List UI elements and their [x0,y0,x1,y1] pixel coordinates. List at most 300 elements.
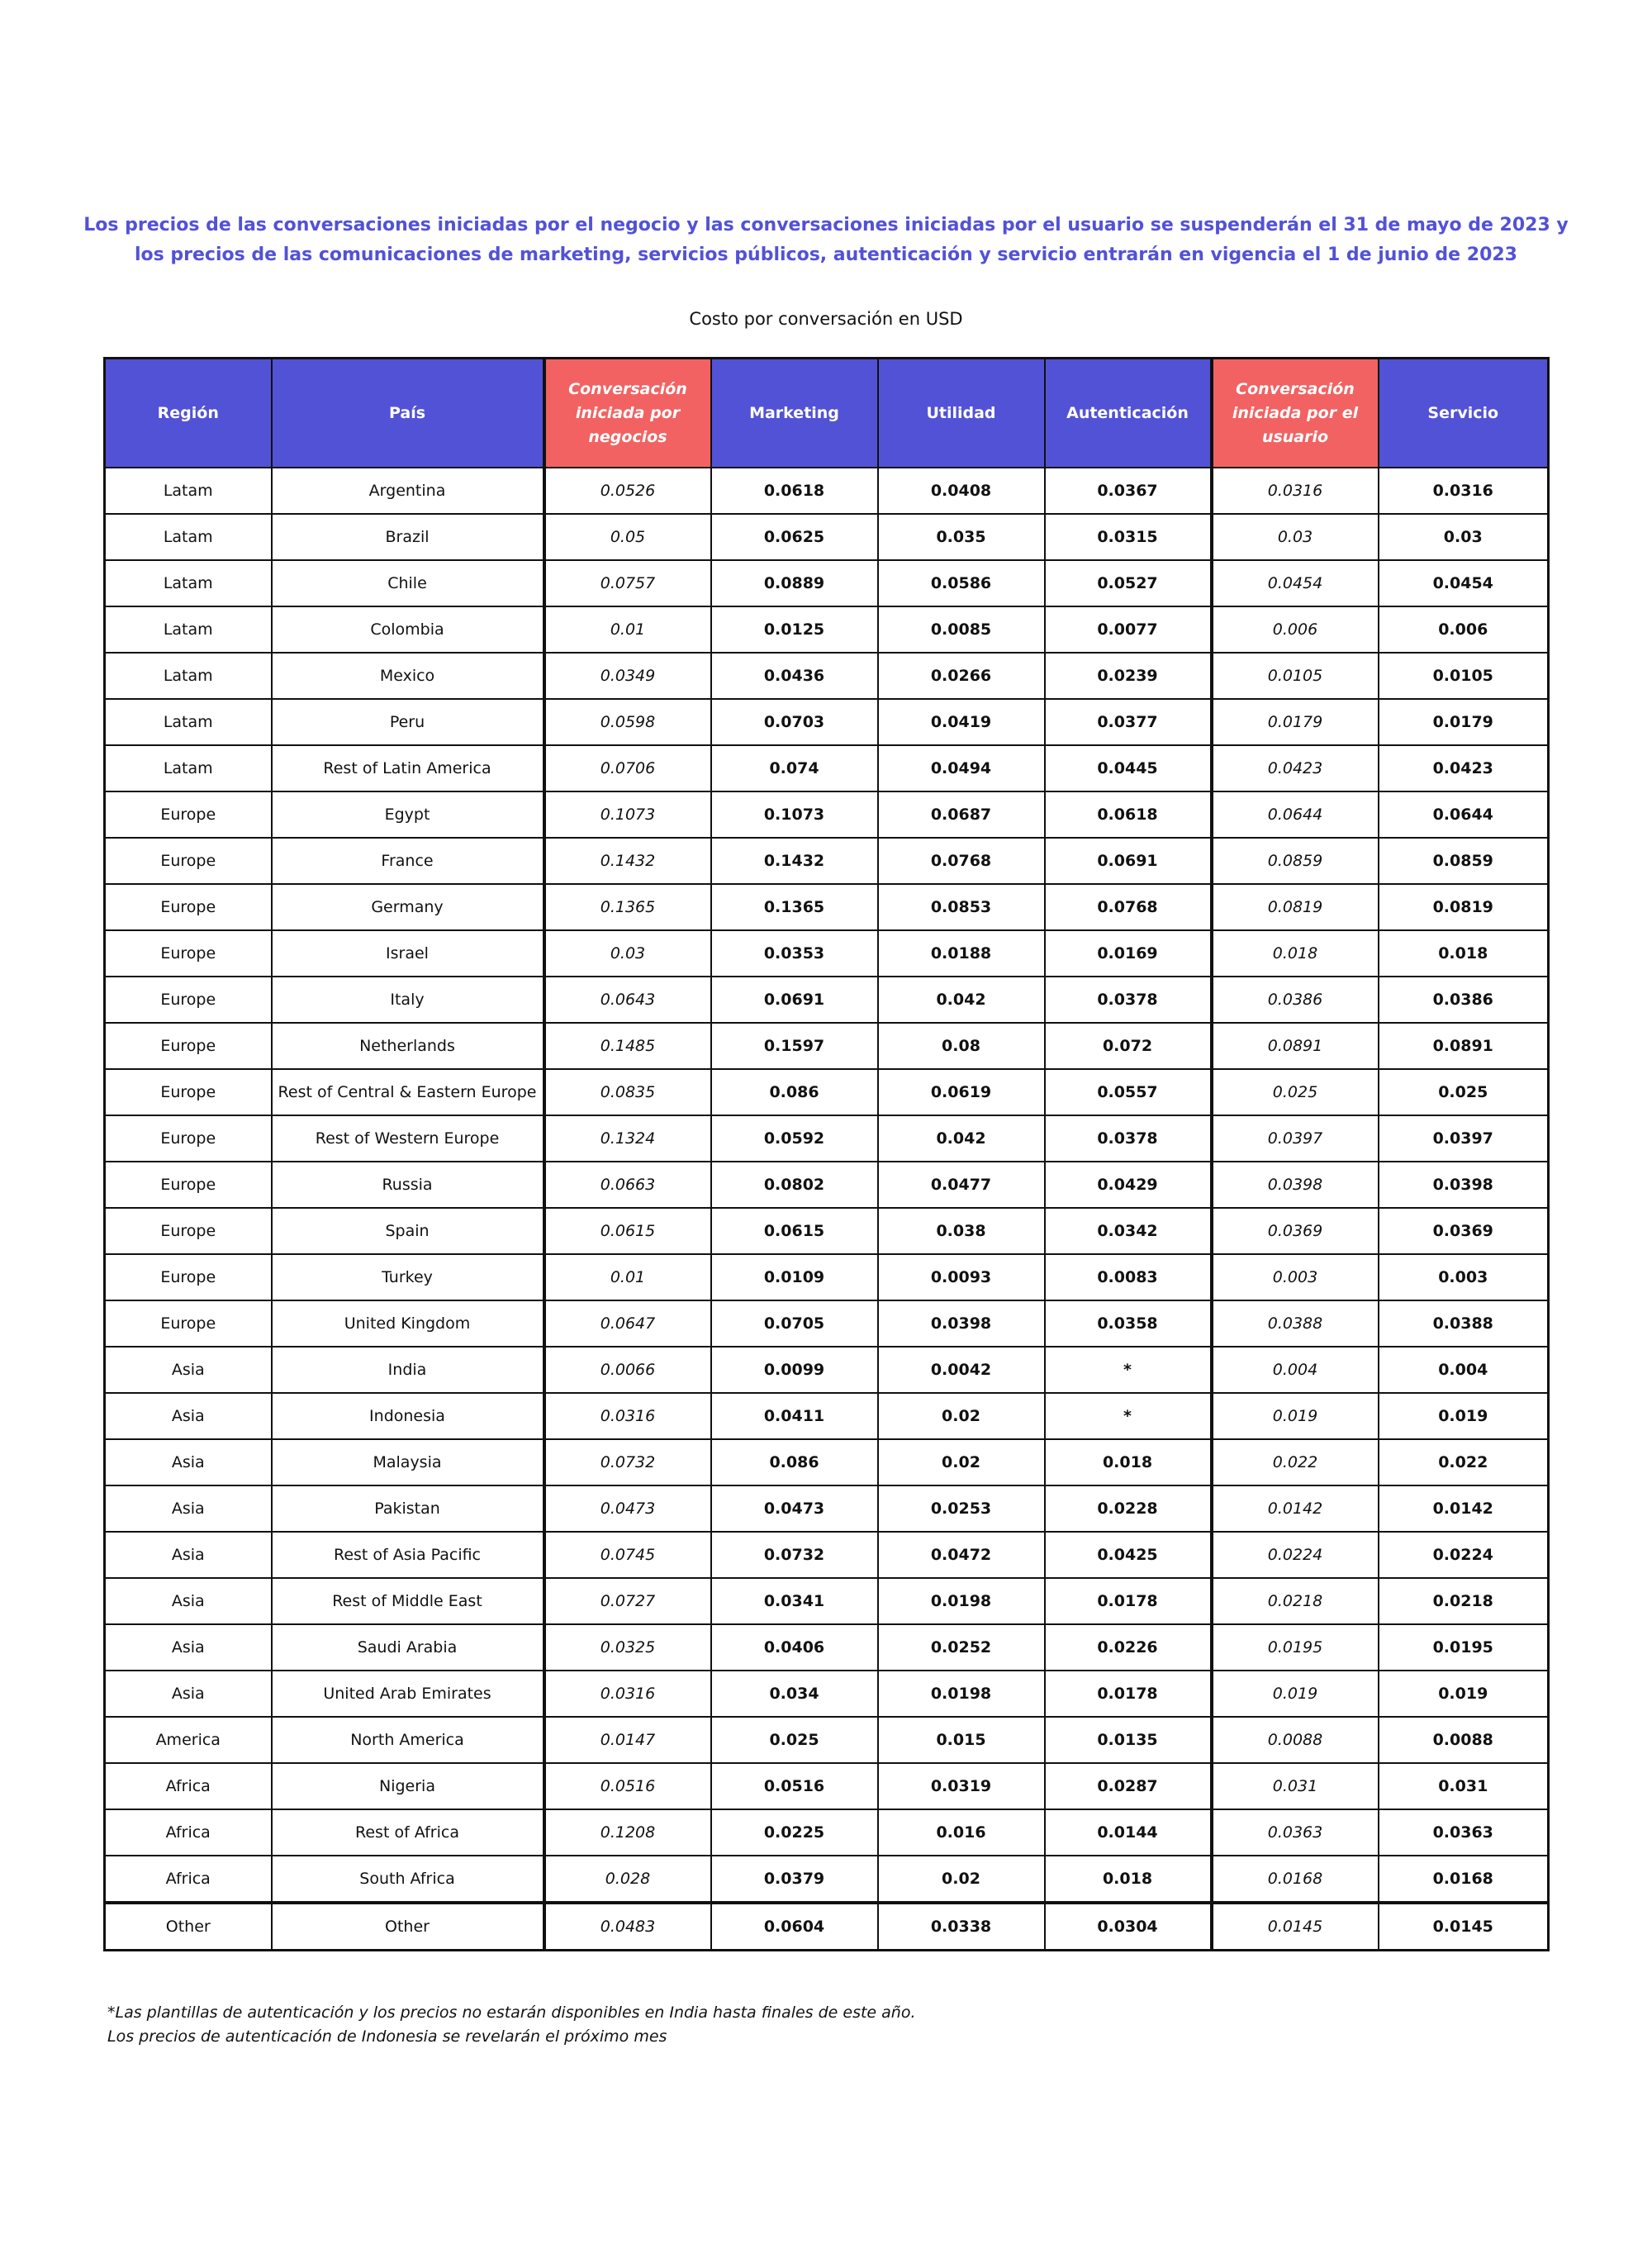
country-cell: South Africa [272,1856,544,1903]
business-initiated-cell: 0.0663 [544,1162,711,1208]
business-initiated-cell: 0.0615 [544,1208,711,1254]
marketing-cell: 0.0889 [711,560,878,606]
service-cell: 0.0088 [1379,1717,1549,1763]
region-cell: Latam [105,653,272,699]
utility-cell: 0.0419 [878,699,1045,745]
region-cell: Europe [105,1208,272,1254]
country-cell: Rest of Latin America [272,745,544,791]
user-initiated-cell: 0.0454 [1212,560,1379,606]
user-initiated-cell: 0.0644 [1212,791,1379,838]
business-initiated-cell: 0.01 [544,1254,711,1300]
country-cell: Rest of Africa [272,1809,544,1856]
table-row [105,560,1549,606]
region-cell: Europe [105,1023,272,1069]
business-initiated-cell: 0.0732 [544,1439,711,1485]
utility-cell: 0.0338 [878,1903,1045,1951]
authentication-cell: 0.0367 [1045,468,1212,514]
marketing-cell: 0.0353 [711,930,878,977]
authentication-cell: 0.0342 [1045,1208,1212,1254]
region-cell: Asia [105,1393,272,1439]
business-initiated-cell: 0.0835 [544,1069,711,1115]
utility-cell: 0.0398 [878,1300,1045,1347]
utility-cell: 0.042 [878,977,1045,1023]
service-cell: 0.0398 [1379,1162,1549,1208]
utility-cell: 0.0253 [878,1485,1045,1532]
country-cell: Nigeria [272,1763,544,1809]
country-cell: Brazil [272,514,544,560]
table-row [105,977,1549,1023]
country-cell: Pakistan [272,1485,544,1532]
user-initiated-cell: 0.0386 [1212,977,1379,1023]
business-initiated-cell: 0.1432 [544,838,711,884]
business-initiated-cell: 0.1208 [544,1809,711,1856]
table-row [105,1300,1549,1347]
table-row [105,1856,1549,1903]
country-cell: Italy [272,977,544,1023]
user-initiated-cell: 0.0145 [1212,1903,1379,1951]
marketing-cell: 0.086 [711,1069,878,1115]
table-row [105,1069,1549,1115]
user-initiated-cell: 0.0218 [1212,1578,1379,1624]
user-initiated-cell: 0.018 [1212,930,1379,977]
footnote-indonesia: Los precios de autenticación de Indonesia se revelarán el próximo mes [107,2027,667,2046]
business-initiated-cell: 0.0745 [544,1532,711,1578]
authentication-cell: 0.0304 [1045,1903,1212,1951]
table-header-row [105,359,1549,468]
region-cell: America [105,1717,272,1763]
marketing-cell: 0.0604 [711,1903,878,1951]
business-initiated-cell: 0.03 [544,930,711,977]
service-cell: 0.0145 [1379,1903,1549,1951]
service-cell: 0.018 [1379,930,1549,977]
region-cell: Asia [105,1624,272,1671]
region-cell: Latam [105,745,272,791]
country-cell: Rest of Asia Pacific [272,1532,544,1578]
table-row [105,1162,1549,1208]
table-row [105,1439,1549,1485]
user-initiated-cell: 0.0859 [1212,838,1379,884]
table-row [105,884,1549,930]
utility-cell: 0.035 [878,514,1045,560]
table-row [105,838,1549,884]
utility-cell: 0.0188 [878,930,1045,977]
authentication-cell: 0.072 [1045,1023,1212,1069]
service-cell: 0.0644 [1379,791,1549,838]
utility-cell: 0.0687 [878,791,1045,838]
business-initiated-cell: 0.0316 [544,1671,711,1717]
utility-cell: 0.02 [878,1393,1045,1439]
authentication-cell: 0.0425 [1045,1532,1212,1578]
utility-cell: 0.0408 [878,468,1045,514]
country-cell: Rest of Western Europe [272,1115,544,1162]
utility-cell: 0.0252 [878,1624,1045,1671]
footnote-india: *Las plantillas de autenticación y los precios no estarán disponibles en India hasta finales de este año. [107,2003,916,2022]
authentication-cell: 0.0429 [1045,1162,1212,1208]
table-row [105,1254,1549,1300]
marketing-cell: 0.0436 [711,653,878,699]
user-initiated-cell: 0.022 [1212,1439,1379,1485]
business-initiated-cell: 0.01 [544,606,711,653]
utility-cell: 0.0319 [878,1763,1045,1809]
region-cell: Europe [105,1162,272,1208]
user-initiated-cell: 0.0168 [1212,1856,1379,1903]
utility-cell: 0.0472 [878,1532,1045,1578]
user-initiated-cell: 0.0224 [1212,1532,1379,1578]
marketing-cell: 0.0411 [711,1393,878,1439]
user-initiated-cell: 0.0195 [1212,1624,1379,1671]
header-region: Región [105,359,272,468]
header-country: País [272,359,544,468]
country-cell: Colombia [272,606,544,653]
service-cell: 0.0168 [1379,1856,1549,1903]
business-initiated-cell: 0.0706 [544,745,711,791]
authentication-cell: 0.0377 [1045,699,1212,745]
business-initiated-cell: 0.1073 [544,791,711,838]
authentication-cell: 0.0144 [1045,1809,1212,1856]
authentication-cell: 0.018 [1045,1439,1212,1485]
business-initiated-cell: 0.0325 [544,1624,711,1671]
utility-cell: 0.038 [878,1208,1045,1254]
utility-cell: 0.042 [878,1115,1045,1162]
service-cell: 0.0388 [1379,1300,1549,1347]
table-row [105,653,1549,699]
country-cell: Egypt [272,791,544,838]
user-initiated-cell: 0.003 [1212,1254,1379,1300]
footnotes [107,2001,916,2049]
country-cell: Saudi Arabia [272,1624,544,1671]
user-initiated-cell: 0.0397 [1212,1115,1379,1162]
authentication-cell: 0.0315 [1045,514,1212,560]
country-cell: Indonesia [272,1393,544,1439]
user-initiated-cell: 0.0105 [1212,653,1379,699]
table-row [105,745,1549,791]
service-cell: 0.0859 [1379,838,1549,884]
authentication-cell: 0.0226 [1045,1624,1212,1671]
country-cell: Russia [272,1162,544,1208]
authentication-cell: 0.0445 [1045,745,1212,791]
service-cell: 0.0363 [1379,1809,1549,1856]
marketing-cell: 0.0615 [711,1208,878,1254]
table-caption: Costo por conversación en USD [689,309,963,329]
service-cell: 0.0179 [1379,699,1549,745]
utility-cell: 0.0494 [878,745,1045,791]
authentication-cell: 0.0169 [1045,930,1212,977]
marketing-cell: 0.086 [711,1439,878,1485]
marketing-cell: 0.0516 [711,1763,878,1809]
region-cell: Europe [105,930,272,977]
marketing-cell: 0.0703 [711,699,878,745]
business-initiated-cell: 0.0647 [544,1300,711,1347]
service-cell: 0.0423 [1379,745,1549,791]
region-cell: Other [105,1903,272,1951]
table-row [105,1717,1549,1763]
region-cell: Asia [105,1578,272,1624]
marketing-cell: 0.0618 [711,468,878,514]
business-initiated-cell: 0.0473 [544,1485,711,1532]
utility-cell: 0.015 [878,1717,1045,1763]
business-initiated-cell: 0.0349 [544,653,711,699]
region-cell: Latam [105,699,272,745]
service-cell: 0.0386 [1379,977,1549,1023]
service-cell: 0.031 [1379,1763,1549,1809]
business-initiated-cell: 0.0526 [544,468,711,514]
marketing-cell: 0.1432 [711,838,878,884]
country-cell: Rest of Central & Eastern Europe [272,1069,544,1115]
table-row [105,1115,1549,1162]
region-cell: Asia [105,1439,272,1485]
marketing-cell: 0.0705 [711,1300,878,1347]
user-initiated-cell: 0.019 [1212,1671,1379,1717]
table-row [105,1624,1549,1671]
table-row [105,699,1549,745]
user-initiated-cell: 0.0398 [1212,1162,1379,1208]
marketing-cell: 0.1073 [711,791,878,838]
header-user-initiated: Conversación iniciada por el usuario [1212,359,1379,468]
header-utility: Utilidad [878,359,1045,468]
user-initiated-cell: 0.019 [1212,1393,1379,1439]
business-initiated-cell: 0.1365 [544,884,711,930]
marketing-cell: 0.074 [711,745,878,791]
table-row [105,1578,1549,1624]
region-cell: Asia [105,1671,272,1717]
region-cell: Africa [105,1856,272,1903]
region-cell: Asia [105,1347,272,1393]
country-cell: Chile [272,560,544,606]
country-cell: Israel [272,930,544,977]
region-cell: Latam [105,514,272,560]
marketing-cell: 0.034 [711,1671,878,1717]
marketing-cell: 0.1365 [711,884,878,930]
region-cell: Europe [105,838,272,884]
country-cell: India [272,1347,544,1393]
service-cell: 0.0224 [1379,1532,1549,1578]
table-row [105,1763,1549,1809]
region-cell: Europe [105,884,272,930]
service-cell: 0.0397 [1379,1115,1549,1162]
marketing-cell: 0.0691 [711,977,878,1023]
service-cell: 0.0195 [1379,1624,1549,1671]
utility-cell: 0.0198 [878,1671,1045,1717]
country-cell: Mexico [272,653,544,699]
authentication-cell: 0.0083 [1045,1254,1212,1300]
authentication-cell: 0.0358 [1045,1300,1212,1347]
service-cell: 0.0819 [1379,884,1549,930]
region-cell: Europe [105,791,272,838]
country-cell: North America [272,1717,544,1763]
pricing-table [103,357,1550,1951]
business-initiated-cell: 0.028 [544,1856,711,1903]
authentication-cell: 0.0077 [1045,606,1212,653]
country-cell: United Arab Emirates [272,1671,544,1717]
region-cell: Europe [105,977,272,1023]
authentication-cell: * [1045,1393,1212,1439]
utility-cell: 0.0853 [878,884,1045,930]
country-cell: France [272,838,544,884]
utility-cell: 0.0768 [878,838,1045,884]
utility-cell: 0.0085 [878,606,1045,653]
business-initiated-cell: 0.0757 [544,560,711,606]
header-authentication: Autenticación [1045,359,1212,468]
service-cell: 0.0891 [1379,1023,1549,1069]
service-cell: 0.003 [1379,1254,1549,1300]
utility-cell: 0.0619 [878,1069,1045,1115]
country-cell: Malaysia [272,1439,544,1485]
business-initiated-cell: 0.0516 [544,1763,711,1809]
utility-cell: 0.08 [878,1023,1045,1069]
region-cell: Africa [105,1763,272,1809]
utility-cell: 0.0477 [878,1162,1045,1208]
service-cell: 0.006 [1379,606,1549,653]
marketing-cell: 0.0732 [711,1532,878,1578]
user-initiated-cell: 0.03 [1212,514,1379,560]
user-initiated-cell: 0.0142 [1212,1485,1379,1532]
authentication-cell: 0.0557 [1045,1069,1212,1115]
marketing-cell: 0.0802 [711,1162,878,1208]
table-row [105,1809,1549,1856]
user-initiated-cell: 0.0316 [1212,468,1379,514]
business-initiated-cell: 0.05 [544,514,711,560]
authentication-cell: 0.0378 [1045,1115,1212,1162]
utility-cell: 0.0042 [878,1347,1045,1393]
authentication-cell: 0.0618 [1045,791,1212,838]
region-cell: Asia [105,1485,272,1532]
region-cell: Latam [105,468,272,514]
user-initiated-cell: 0.004 [1212,1347,1379,1393]
table-row [105,791,1549,838]
authentication-cell: 0.0691 [1045,838,1212,884]
authentication-cell: 0.0239 [1045,653,1212,699]
table-row [105,606,1549,653]
user-initiated-cell: 0.0088 [1212,1717,1379,1763]
service-cell: 0.0218 [1379,1578,1549,1624]
authentication-cell: 0.0135 [1045,1717,1212,1763]
region-cell: Europe [105,1115,272,1162]
business-initiated-cell: 0.1324 [544,1115,711,1162]
authentication-cell: * [1045,1347,1212,1393]
authentication-cell: 0.0178 [1045,1671,1212,1717]
region-cell: Europe [105,1254,272,1300]
marketing-cell: 0.0099 [711,1347,878,1393]
user-initiated-cell: 0.0423 [1212,745,1379,791]
marketing-cell: 0.0125 [711,606,878,653]
authentication-cell: 0.0178 [1045,1578,1212,1624]
marketing-cell: 0.0625 [711,514,878,560]
region-cell: Europe [105,1300,272,1347]
table-row [105,468,1549,514]
user-initiated-cell: 0.0891 [1212,1023,1379,1069]
authentication-cell: 0.0228 [1045,1485,1212,1532]
region-cell: Africa [105,1809,272,1856]
service-cell: 0.0142 [1379,1485,1549,1532]
table-row [105,1347,1549,1393]
service-cell: 0.019 [1379,1671,1549,1717]
authentication-cell: 0.0527 [1045,560,1212,606]
table-row [105,1485,1549,1532]
user-initiated-cell: 0.0369 [1212,1208,1379,1254]
region-cell: Latam [105,560,272,606]
utility-cell: 0.0586 [878,560,1045,606]
table-row [105,1023,1549,1069]
user-initiated-cell: 0.0388 [1212,1300,1379,1347]
business-initiated-cell: 0.0316 [544,1393,711,1439]
table-row [105,1208,1549,1254]
country-cell: Netherlands [272,1023,544,1069]
business-initiated-cell: 0.0643 [544,977,711,1023]
user-initiated-cell: 0.0179 [1212,699,1379,745]
user-initiated-cell: 0.0819 [1212,884,1379,930]
header-marketing: Marketing [711,359,878,468]
marketing-cell: 0.025 [711,1717,878,1763]
country-cell: United Kingdom [272,1300,544,1347]
table-body [105,468,1549,1951]
service-cell: 0.022 [1379,1439,1549,1485]
service-cell: 0.025 [1379,1069,1549,1115]
marketing-cell: 0.1597 [711,1023,878,1069]
table-row [105,1393,1549,1439]
table-row [105,930,1549,977]
authentication-cell: 0.0768 [1045,884,1212,930]
table-row [105,1671,1549,1717]
authentication-cell: 0.0378 [1045,977,1212,1023]
header-business-initiated: Conversación iniciada por negocios [544,359,711,468]
country-cell: Germany [272,884,544,930]
service-cell: 0.019 [1379,1393,1549,1439]
utility-cell: 0.02 [878,1439,1045,1485]
user-initiated-cell: 0.025 [1212,1069,1379,1115]
table-row [105,1532,1549,1578]
country-cell: Turkey [272,1254,544,1300]
marketing-cell: 0.0406 [711,1624,878,1671]
country-cell: Peru [272,699,544,745]
page-title [83,211,1569,270]
country-cell: Other [272,1903,544,1951]
region-cell: Europe [105,1069,272,1115]
header-service: Servicio [1379,359,1549,468]
title-line-1: Los precios de las conversaciones iniciadas por el negocio y las conversaciones iniciadas por el usuario se suspenderán el 31 de mayo de 2023 y [83,215,1569,235]
business-initiated-cell: 0.0598 [544,699,711,745]
marketing-cell: 0.0341 [711,1578,878,1624]
utility-cell: 0.0266 [878,653,1045,699]
marketing-cell: 0.0225 [711,1809,878,1856]
marketing-cell: 0.0379 [711,1856,878,1903]
title-line-2: los precios de las comunicaciones de marketing, servicios públicos, autenticación y servicio entrarán en vigencia el 1 de junio de 2023 [135,245,1517,265]
business-initiated-cell: 0.0066 [544,1347,711,1393]
business-initiated-cell: 0.0483 [544,1903,711,1951]
user-initiated-cell: 0.006 [1212,606,1379,653]
country-cell: Spain [272,1208,544,1254]
marketing-cell: 0.0592 [711,1115,878,1162]
business-initiated-cell: 0.1485 [544,1023,711,1069]
table-row [105,1903,1549,1951]
marketing-cell: 0.0109 [711,1254,878,1300]
business-initiated-cell: 0.0147 [544,1717,711,1763]
country-cell: Argentina [272,468,544,514]
service-cell: 0.03 [1379,514,1549,560]
authentication-cell: 0.018 [1045,1856,1212,1903]
region-cell: Asia [105,1532,272,1578]
service-cell: 0.004 [1379,1347,1549,1393]
business-initiated-cell: 0.0727 [544,1578,711,1624]
service-cell: 0.0369 [1379,1208,1549,1254]
user-initiated-cell: 0.031 [1212,1763,1379,1809]
marketing-cell: 0.0473 [711,1485,878,1532]
service-cell: 0.0105 [1379,653,1549,699]
country-cell: Rest of Middle East [272,1578,544,1624]
user-initiated-cell: 0.0363 [1212,1809,1379,1856]
utility-cell: 0.016 [878,1809,1045,1856]
service-cell: 0.0454 [1379,560,1549,606]
utility-cell: 0.02 [878,1856,1045,1903]
